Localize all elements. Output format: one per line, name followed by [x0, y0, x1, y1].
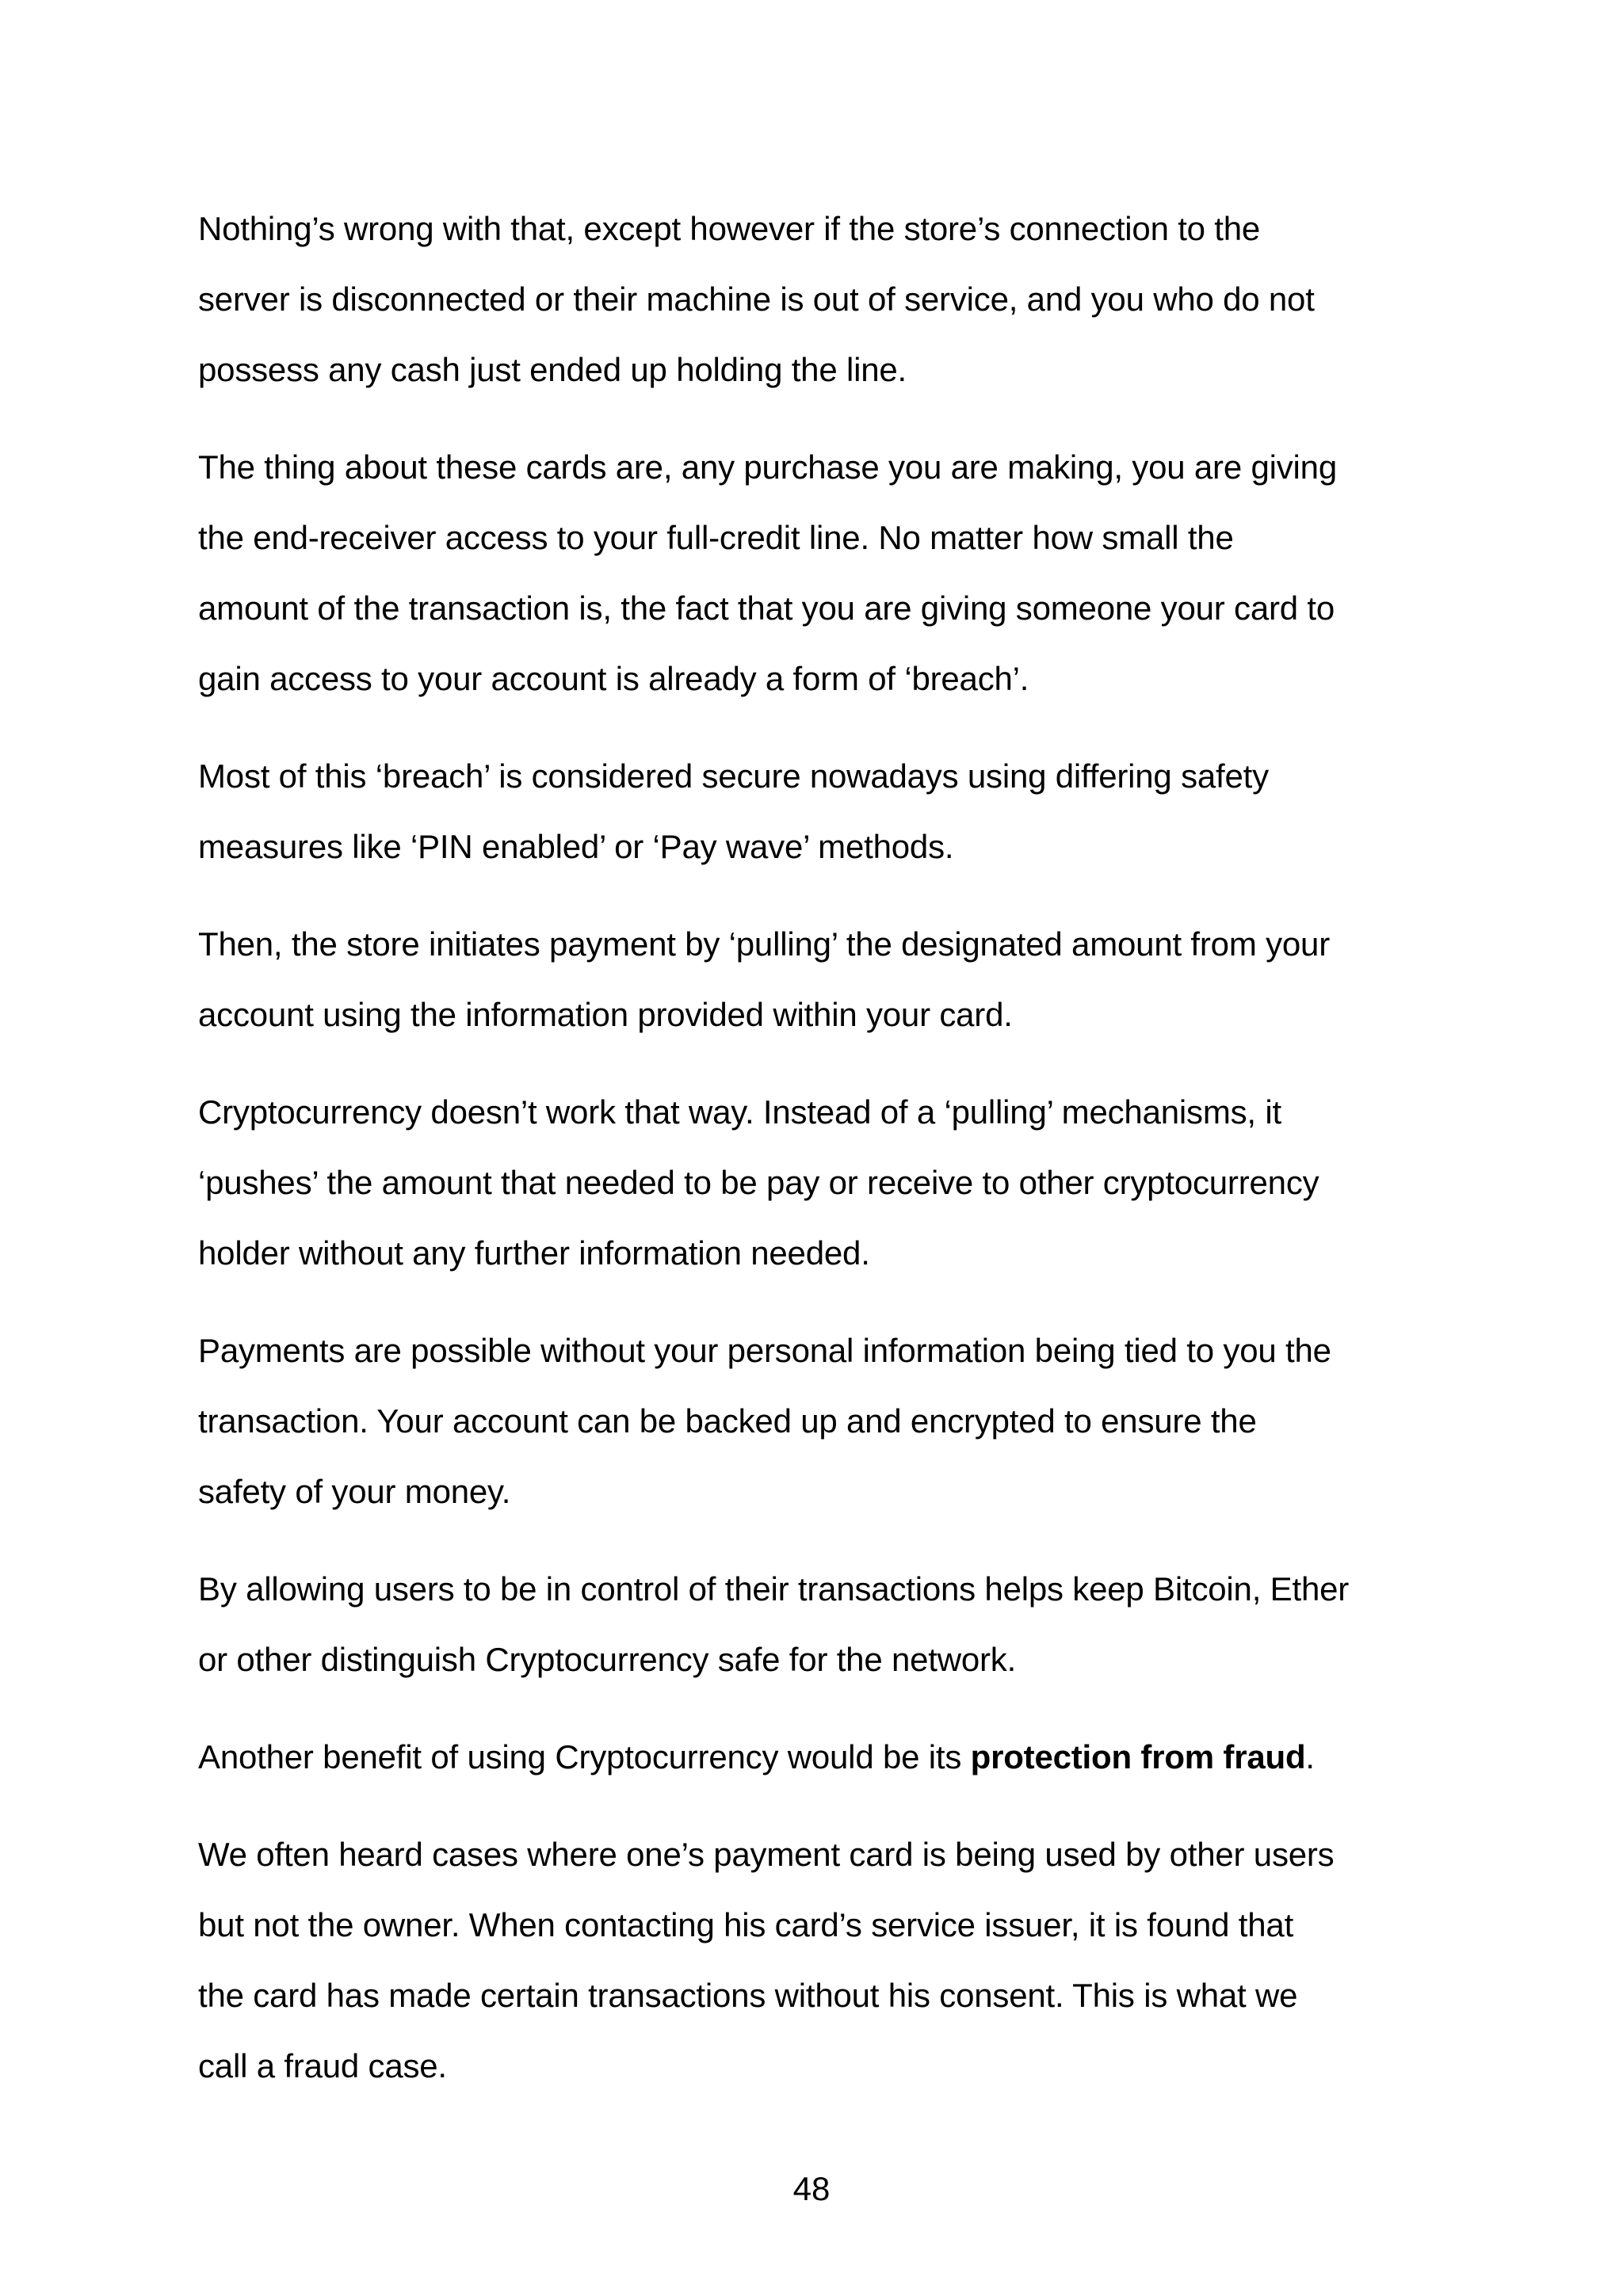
text-line: measures like ‘PIN enabled’ or ‘Pay wave’ methods.: [198, 828, 954, 865]
text-run: .: [1305, 1738, 1315, 1775]
bold-phrase: protection from fraud: [970, 1738, 1306, 1775]
paragraph-privacy: [198, 1315, 1450, 1527]
text-line: holder without any further information needed.: [198, 1234, 870, 1272]
paragraph-card-access: [198, 432, 1450, 714]
text-line: possess any cash just ended up holding the line.: [198, 351, 907, 388]
text-line: transaction. Your account can be backed up and encrypted to ensure the: [198, 1402, 1257, 1440]
paragraph-crypto-push: [198, 1077, 1450, 1288]
text-line: call a fraud case.: [198, 2047, 447, 2084]
text-line: ‘pushes’ the amount that needed to be pay or receive to other cryptocurrency: [198, 1164, 1319, 1201]
text-line: or other distinguish Cryptocurrency safe for the network.: [198, 1641, 1017, 1678]
text-line: We often heard cases where one’s payment card is being used by other users: [198, 1836, 1335, 1873]
text-line: By allowing users to be in control of their transactions helps keep Bitcoin, Ether: [198, 1570, 1350, 1608]
text-line: safety of your money.: [198, 1473, 511, 1510]
page-number: 48: [792, 2170, 831, 2207]
text-line: The thing about these cards are, any purchase you are making, you are giving: [198, 448, 1337, 486]
paragraph-store-connection: [198, 193, 1450, 405]
text-line: Nothing’s wrong with that, except however if the store’s connection to the: [198, 210, 1261, 247]
text-line: gain access to your account is already a form of ‘breach’.: [198, 660, 1029, 697]
text-line: account using the information provided within your card.: [198, 996, 1013, 1033]
text-line: Then, the store initiates payment by ‘pulling’ the designated amount from your: [198, 925, 1330, 963]
text-line: amount of the transaction is, the fact that you are giving someone your card to: [198, 589, 1335, 627]
body-text: [198, 193, 1450, 2128]
text-run: Another benefit of using Cryptocurrency would be its: [198, 1738, 971, 1775]
text-line: but not the owner. When contacting his card’s service issuer, it is found that: [198, 1906, 1294, 1943]
text-line: Most of this ‘breach’ is considered secure nowadays using differing safety: [198, 757, 1269, 795]
paragraph-fraud-case: [198, 1819, 1450, 2101]
paragraph-breach-safety: [198, 741, 1450, 882]
paragraph-user-control: [198, 1554, 1450, 1695]
paragraph-fraud-benefit: [198, 1722, 1450, 1792]
text-line: Cryptocurrency doesn’t work that way. Instead of a ‘pulling’ mechanisms, it: [198, 1093, 1281, 1131]
text-line: the end-receiver access to your full-credit line. No matter how small the: [198, 519, 1234, 556]
text-line: server is disconnected or their machine is out of service, and you who do not: [198, 280, 1315, 318]
paragraph-pulling-payment: [198, 909, 1450, 1050]
text-line: Payments are possible without your personal information being tied to you the: [198, 1332, 1331, 1369]
text-line: [198, 1722, 1450, 1792]
text-line: the card has made certain transactions without his consent. This is what we: [198, 1977, 1298, 2014]
